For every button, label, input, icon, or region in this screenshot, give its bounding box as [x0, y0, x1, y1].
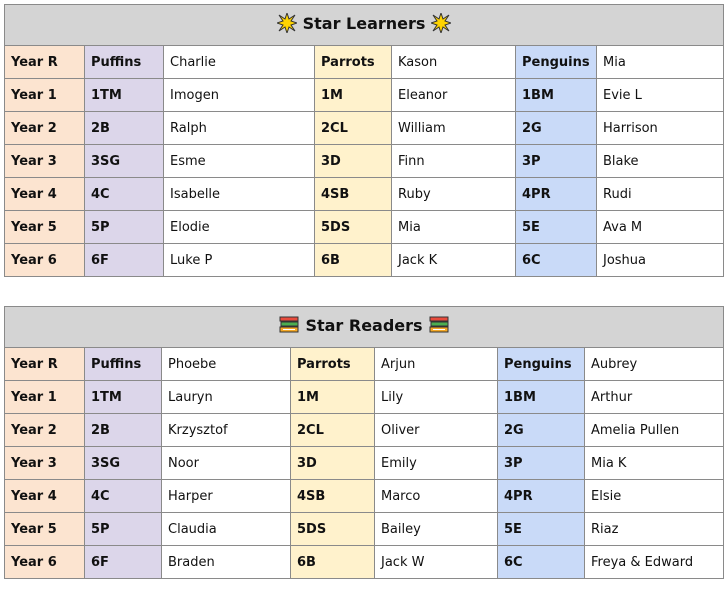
parrots-name-cell: Arjun — [375, 348, 498, 381]
penguins-class-cell: 3P — [498, 447, 585, 480]
penguins-name-cell: Riaz — [585, 513, 724, 546]
puffins-name-cell: Isabelle — [164, 178, 315, 211]
penguins-name-cell: Mia K — [585, 447, 724, 480]
star-burst-icon — [277, 13, 297, 33]
penguins-class-cell: 1BM — [498, 381, 585, 414]
penguins-name-cell: Blake — [597, 145, 724, 178]
penguins-class-cell: Penguins — [498, 348, 585, 381]
books-icon — [279, 315, 299, 335]
parrots-name-cell: Lily — [375, 381, 498, 414]
year-cell: Year 3 — [5, 145, 85, 178]
parrots-class-cell: 6B — [291, 546, 375, 579]
parrots-class-cell: 1M — [291, 381, 375, 414]
table-row — [5, 546, 724, 579]
penguins-class-cell: 4PR — [516, 178, 597, 211]
puffins-name-cell: Elodie — [164, 211, 315, 244]
puffins-name-cell: Phoebe — [162, 348, 291, 381]
puffins-name-cell: Braden — [162, 546, 291, 579]
penguins-name-cell: Harrison — [597, 112, 724, 145]
table-row — [5, 348, 724, 381]
year-cell: Year 3 — [5, 447, 85, 480]
year-cell: Year 1 — [5, 381, 85, 414]
parrots-class-cell: 5DS — [291, 513, 375, 546]
puffins-class-cell: 3SG — [85, 145, 164, 178]
penguins-class-cell: Penguins — [516, 46, 597, 79]
parrots-class-cell: 4SB — [315, 178, 392, 211]
puffins-name-cell: Esme — [164, 145, 315, 178]
year-cell: Year 2 — [5, 112, 85, 145]
table-row — [5, 447, 724, 480]
parrots-class-cell: Parrots — [315, 46, 392, 79]
parrots-name-cell: Finn — [392, 145, 516, 178]
parrots-name-cell: Eleanor — [392, 79, 516, 112]
puffins-name-cell: Ralph — [164, 112, 315, 145]
parrots-name-cell: Ruby — [392, 178, 516, 211]
penguins-name-cell: Evie L — [597, 79, 724, 112]
puffins-name-cell: Lauryn — [162, 381, 291, 414]
parrots-class-cell: 3D — [291, 447, 375, 480]
penguins-class-cell: 6C — [516, 244, 597, 277]
table-row — [5, 145, 724, 178]
star-readers-title: Star Readers — [305, 315, 423, 335]
star-readers-table — [4, 306, 724, 579]
penguins-name-cell: Amelia Pullen — [585, 414, 724, 447]
penguins-class-cell: 6C — [498, 546, 585, 579]
parrots-name-cell: Bailey — [375, 513, 498, 546]
parrots-name-cell: Jack W — [375, 546, 498, 579]
penguins-class-cell: 1BM — [516, 79, 597, 112]
puffins-name-cell: Harper — [162, 480, 291, 513]
parrots-class-cell: 5DS — [315, 211, 392, 244]
penguins-name-cell: Joshua — [597, 244, 724, 277]
star-learners-header — [5, 5, 724, 46]
year-cell: Year R — [5, 46, 85, 79]
parrots-class-cell: Parrots — [291, 348, 375, 381]
parrots-name-cell: Mia — [392, 211, 516, 244]
year-cell: Year 4 — [5, 480, 85, 513]
penguins-class-cell: 2G — [498, 414, 585, 447]
parrots-name-cell: Marco — [375, 480, 498, 513]
table-row — [5, 244, 724, 277]
puffins-class-cell: 6F — [85, 546, 162, 579]
parrots-class-cell: 1M — [315, 79, 392, 112]
parrots-name-cell: William — [392, 112, 516, 145]
penguins-class-cell: 4PR — [498, 480, 585, 513]
penguins-class-cell: 3P — [516, 145, 597, 178]
penguins-class-cell: 5E — [516, 211, 597, 244]
puffins-class-cell: 3SG — [85, 447, 162, 480]
year-cell: Year 5 — [5, 211, 85, 244]
table-row — [5, 513, 724, 546]
table-row — [5, 381, 724, 414]
parrots-name-cell: Jack K — [392, 244, 516, 277]
table-row — [5, 112, 724, 145]
penguins-name-cell: Arthur — [585, 381, 724, 414]
penguins-class-cell: 5E — [498, 513, 585, 546]
puffins-name-cell: Charlie — [164, 46, 315, 79]
year-cell: Year 6 — [5, 244, 85, 277]
puffins-class-cell: 4C — [85, 480, 162, 513]
star-burst-icon — [431, 13, 451, 33]
puffins-class-cell: 5P — [85, 513, 162, 546]
year-cell: Year 6 — [5, 546, 85, 579]
year-cell: Year R — [5, 348, 85, 381]
table-row — [5, 178, 724, 211]
year-cell: Year 5 — [5, 513, 85, 546]
table-row — [5, 211, 724, 244]
table-row — [5, 79, 724, 112]
table-row — [5, 46, 724, 79]
puffins-class-cell: Puffins — [85, 46, 164, 79]
parrots-class-cell: 2CL — [315, 112, 392, 145]
star-learners-table — [4, 4, 724, 277]
star-readers-header — [5, 307, 724, 348]
puffins-name-cell: Claudia — [162, 513, 291, 546]
puffins-class-cell: 1TM — [85, 381, 162, 414]
puffins-name-cell: Krzysztof — [162, 414, 291, 447]
puffins-class-cell: 2B — [85, 112, 164, 145]
star-learners-title: Star Learners — [302, 13, 426, 33]
puffins-class-cell: 6F — [85, 244, 164, 277]
year-cell: Year 2 — [5, 414, 85, 447]
books-icon — [429, 315, 449, 335]
puffins-class-cell: 2B — [85, 414, 162, 447]
puffins-name-cell: Imogen — [164, 79, 315, 112]
puffins-name-cell: Luke P — [164, 244, 315, 277]
year-cell: Year 1 — [5, 79, 85, 112]
parrots-name-cell: Oliver — [375, 414, 498, 447]
penguins-class-cell: 2G — [516, 112, 597, 145]
table-row — [5, 414, 724, 447]
penguins-name-cell: Ava M — [597, 211, 724, 244]
parrots-class-cell: 6B — [315, 244, 392, 277]
penguins-name-cell: Freya & Edward — [585, 546, 724, 579]
table-row — [5, 480, 724, 513]
parrots-class-cell: 4SB — [291, 480, 375, 513]
puffins-class-cell: 1TM — [85, 79, 164, 112]
puffins-class-cell: 4C — [85, 178, 164, 211]
parrots-class-cell: 3D — [315, 145, 392, 178]
penguins-name-cell: Aubrey — [585, 348, 724, 381]
puffins-class-cell: 5P — [85, 211, 164, 244]
parrots-class-cell: 2CL — [291, 414, 375, 447]
penguins-name-cell: Mia — [597, 46, 724, 79]
puffins-class-cell: Puffins — [85, 348, 162, 381]
parrots-name-cell: Emily — [375, 447, 498, 480]
penguins-name-cell: Rudi — [597, 178, 724, 211]
puffins-name-cell: Noor — [162, 447, 291, 480]
year-cell: Year 4 — [5, 178, 85, 211]
parrots-name-cell: Kason — [392, 46, 516, 79]
penguins-name-cell: Elsie — [585, 480, 724, 513]
